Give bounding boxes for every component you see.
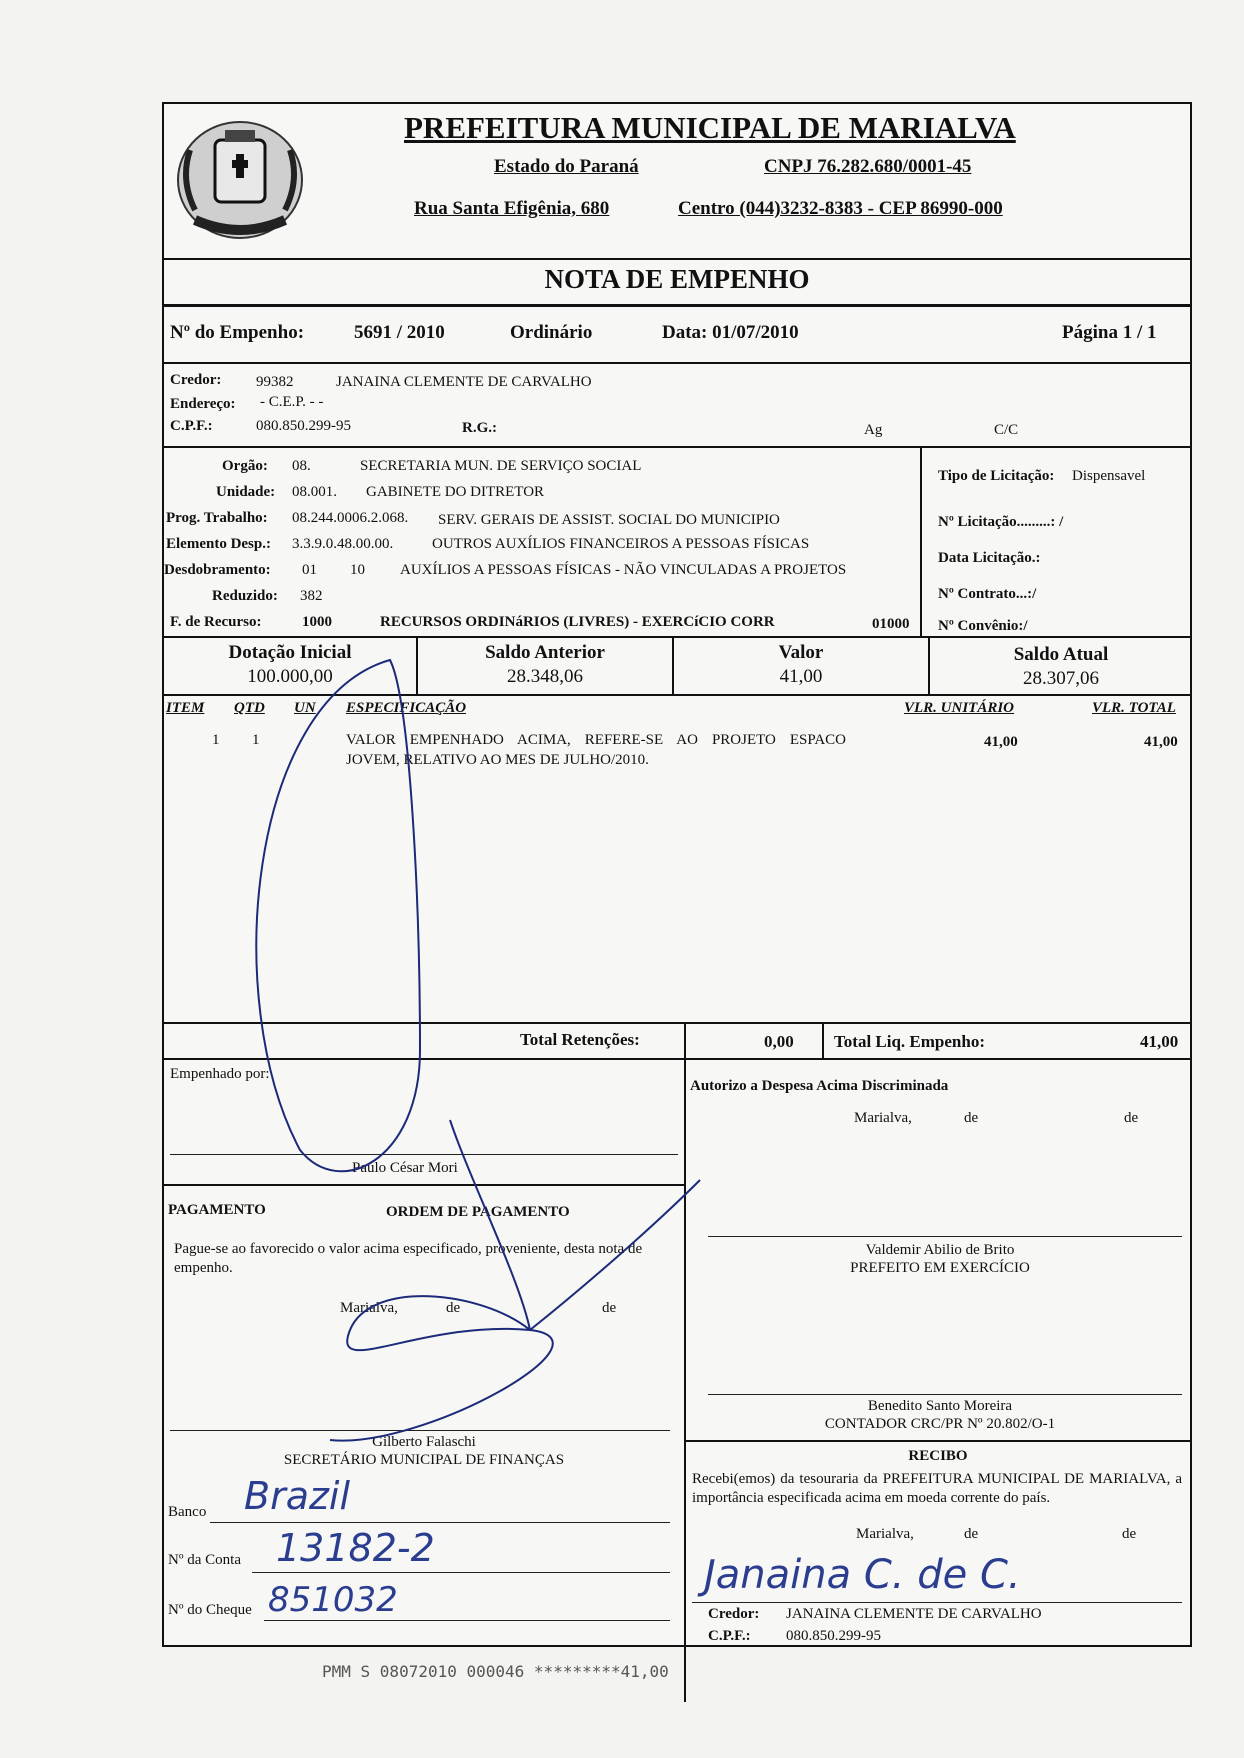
- credor-code: 99382: [256, 374, 294, 390]
- contact-label: Centro (044)3232-8383 - CEP 86990-000: [678, 198, 1003, 219]
- total-retencoes-value: 0,00: [764, 1032, 794, 1051]
- banco-label: Banco: [168, 1504, 207, 1520]
- row-item: 1: [212, 732, 220, 748]
- col-qtd: QTD: [234, 700, 265, 716]
- col-vlr-unitario: VLR. UNITÁRIO: [904, 700, 1015, 716]
- de5: de: [964, 1526, 979, 1542]
- cc-label: C/C: [994, 422, 1019, 438]
- cpf-label: C.P.F.:: [170, 418, 213, 434]
- autorizo-label: Autorizo a Despesa Acima Discriminada: [690, 1078, 949, 1094]
- empenhado-nome: Paulo César Mori: [352, 1160, 458, 1176]
- desdobramento-label: Desdobramento:: [164, 562, 271, 578]
- de3: de: [446, 1300, 461, 1316]
- empenho-date: Data: 01/07/2010: [662, 322, 799, 343]
- col-item: ITEM: [166, 700, 205, 716]
- rg-label: R.G.:: [462, 420, 497, 436]
- state-label: Estado do Paraná: [494, 156, 639, 177]
- col-especificacao: ESPECIFICAÇÃO: [346, 700, 467, 716]
- data-licitacao: Data Licitação.:: [938, 550, 1041, 566]
- elemento-label: Elemento Desp.:: [166, 536, 271, 552]
- orgao-label: Orgão:: [222, 458, 268, 474]
- cheque-value: 851032: [268, 1580, 398, 1620]
- row-espec-line2: JOVEM, RELATIVO AO MES DE JULHO/2010.: [346, 752, 649, 768]
- endereco-label: Endereço:: [170, 396, 236, 412]
- orgao-code: 08.: [292, 458, 311, 474]
- desdobramento-code1: 01: [302, 562, 317, 578]
- saldo-anterior-label: Saldo Anterior: [485, 642, 605, 663]
- prefeito-nome: Valdemir Abilio de Brito: [865, 1242, 1015, 1258]
- dotacao-inicial-label: Dotação Inicial: [228, 642, 352, 663]
- elemento-name: OUTROS AUXÍLIOS FINANCEIROS A PESSOAS FÍSICAS: [432, 536, 810, 552]
- dotacao-inicial-value: 100.000,00: [247, 666, 333, 687]
- contador-cargo: CONTADOR CRC/PR Nº 20.802/O-1: [824, 1416, 1056, 1432]
- total-liq-value: 41,00: [1140, 1032, 1179, 1051]
- empenhado-label: Empenhado por:: [170, 1066, 270, 1082]
- banco-value: Brazil: [244, 1474, 351, 1518]
- desdobramento-code2: 10: [350, 562, 365, 578]
- org-title: PREFEITURA MUNICIPAL DE MARIALVA: [404, 110, 1016, 145]
- recibo-credor-label: Credor:: [708, 1606, 760, 1622]
- empenho-label: Nº do Empenho:: [170, 322, 305, 343]
- local2: Marialva,: [340, 1300, 398, 1316]
- pagamento-label: PAGAMENTO: [168, 1202, 266, 1218]
- de2: de: [1124, 1110, 1139, 1126]
- tipo-licitacao-value: Dispensavel: [1072, 468, 1146, 484]
- nota-empenho-form: [162, 102, 1192, 1647]
- num-licitacao: Nº Licitação.........: /: [938, 514, 1064, 530]
- recurso-name: RECURSOS ORDINáRIOS (LIVRES) - EXERCíCIO CORR: [380, 614, 775, 630]
- unidade-name: GABINETE DO DITRETOR: [366, 484, 545, 500]
- prog-name: SERV. GERAIS DE ASSIST. SOCIAL DO MUNICIPIO: [438, 512, 780, 528]
- reduzido-value: 382: [300, 588, 323, 604]
- cpf-value: 080.850.299-95: [256, 418, 351, 434]
- de6: de: [1122, 1526, 1137, 1542]
- cheque-label: Nº do Cheque: [168, 1602, 252, 1618]
- recibo-text: Recebi(emos) da tesouraria da PREFEITURA MUNICIPAL DE MARIALVA, a importância especificada acima em moeda corrente do país.: [692, 1471, 1182, 1506]
- reduzido-label: Reduzido:: [212, 588, 278, 604]
- municipal-crest-icon: [170, 110, 310, 245]
- unidade-label: Unidade:: [216, 484, 276, 500]
- tipo-licitacao-label: Tipo de Licitação:: [938, 468, 1055, 484]
- desdobramento-name: AUXÍLIOS A PESSOAS FÍSICAS - NÃO VINCULADAS A PROJETOS: [400, 562, 847, 578]
- valor-label: Valor: [778, 642, 824, 663]
- valor-value: 41,00: [779, 666, 823, 687]
- contador-nome: Benedito Santo Moreira: [867, 1398, 1013, 1414]
- secretario-nome: Gilberto Falaschi: [372, 1434, 476, 1450]
- local3: Marialva,: [856, 1526, 914, 1542]
- saldo-anterior-value: 28.348,06: [507, 666, 583, 687]
- recibo-cpf-label: C.P.F.:: [708, 1628, 751, 1644]
- de4: de: [602, 1300, 617, 1316]
- unidade-code: 08.001.: [292, 484, 337, 500]
- local1: Marialva,: [854, 1110, 912, 1126]
- pague-text: Pague-se ao favorecido o valor acima especificado, proveniente, desta nota de empenho.: [174, 1241, 643, 1276]
- row-vlr-unitario: 41,00: [984, 734, 1018, 750]
- empenho-number: 5691 / 2010: [354, 322, 445, 343]
- printed-stamp: PMM S 08072010 000046 *********41,00: [322, 1662, 669, 1681]
- doc-title: NOTA DE EMPENHO: [544, 264, 810, 294]
- elemento-code: 3.3.9.0.48.00.00.: [292, 536, 394, 552]
- ordem-pagamento-label: ORDEM DE PAGAMENTO: [386, 1204, 570, 1220]
- recibo-credor-nome: JANAINA CLEMENTE DE CARVALHO: [786, 1606, 1042, 1622]
- credor-label: Credor:: [170, 372, 222, 388]
- empenho-type: Ordinário: [510, 322, 593, 343]
- page-number: Página 1 / 1: [1062, 322, 1157, 343]
- total-retencoes-label: Total Retenções:: [520, 1030, 640, 1049]
- ag-label: Ag: [864, 422, 883, 438]
- conta-label: Nº da Conta: [168, 1552, 241, 1568]
- recibo-cpf-value: 080.850.299-95: [786, 1628, 881, 1644]
- col-un: UN: [294, 700, 316, 716]
- num-contrato: Nº Contrato...:/: [938, 586, 1037, 602]
- cnpj-label: CNPJ 76.282.680/0001-45: [764, 156, 972, 177]
- credor-signature: Janaina C. de C.: [704, 1552, 1021, 1598]
- address-label: Rua Santa Efigênia, 680: [414, 198, 610, 219]
- secretario-cargo: SECRETÁRIO MUNICIPAL DE FINANÇAS: [283, 1452, 565, 1468]
- prog-code: 08.244.0006.2.068.: [292, 510, 409, 526]
- recurso-label: F. de Recurso:: [170, 614, 262, 630]
- prog-label: Prog. Trabalho:: [166, 510, 268, 526]
- row-qtd: 1: [252, 732, 260, 748]
- num-convenio: Nº Convênio:/: [938, 618, 1028, 634]
- de1: de: [964, 1110, 979, 1126]
- endereco-value: - C.E.P. - -: [260, 394, 324, 410]
- prefeito-cargo: PREFEITO EM EXERCÍCIO: [850, 1260, 1030, 1276]
- row-espec-line1: VALOR EMPENHADO ACIMA, REFERE-SE AO PROJETO ESPACO: [346, 732, 846, 748]
- orgao-name: SECRETARIA MUN. DE SERVIÇO SOCIAL: [360, 458, 642, 474]
- credor-name: JANAINA CLEMENTE DE CARVALHO: [336, 374, 592, 390]
- row-vlr-total: 41,00: [1144, 734, 1178, 750]
- col-vlr-total: VLR. TOTAL: [1092, 700, 1176, 716]
- conta-value: 13182-2: [276, 1526, 435, 1570]
- recibo-label: RECIBO: [908, 1448, 968, 1464]
- total-liq-label: Total Liq. Empenho:: [834, 1032, 985, 1051]
- recurso-code: 1000: [302, 614, 332, 630]
- saldo-atual-label: Saldo Atual: [1013, 644, 1109, 665]
- recurso-code2: 01000: [872, 616, 910, 632]
- saldo-atual-value: 28.307,06: [1023, 668, 1099, 689]
